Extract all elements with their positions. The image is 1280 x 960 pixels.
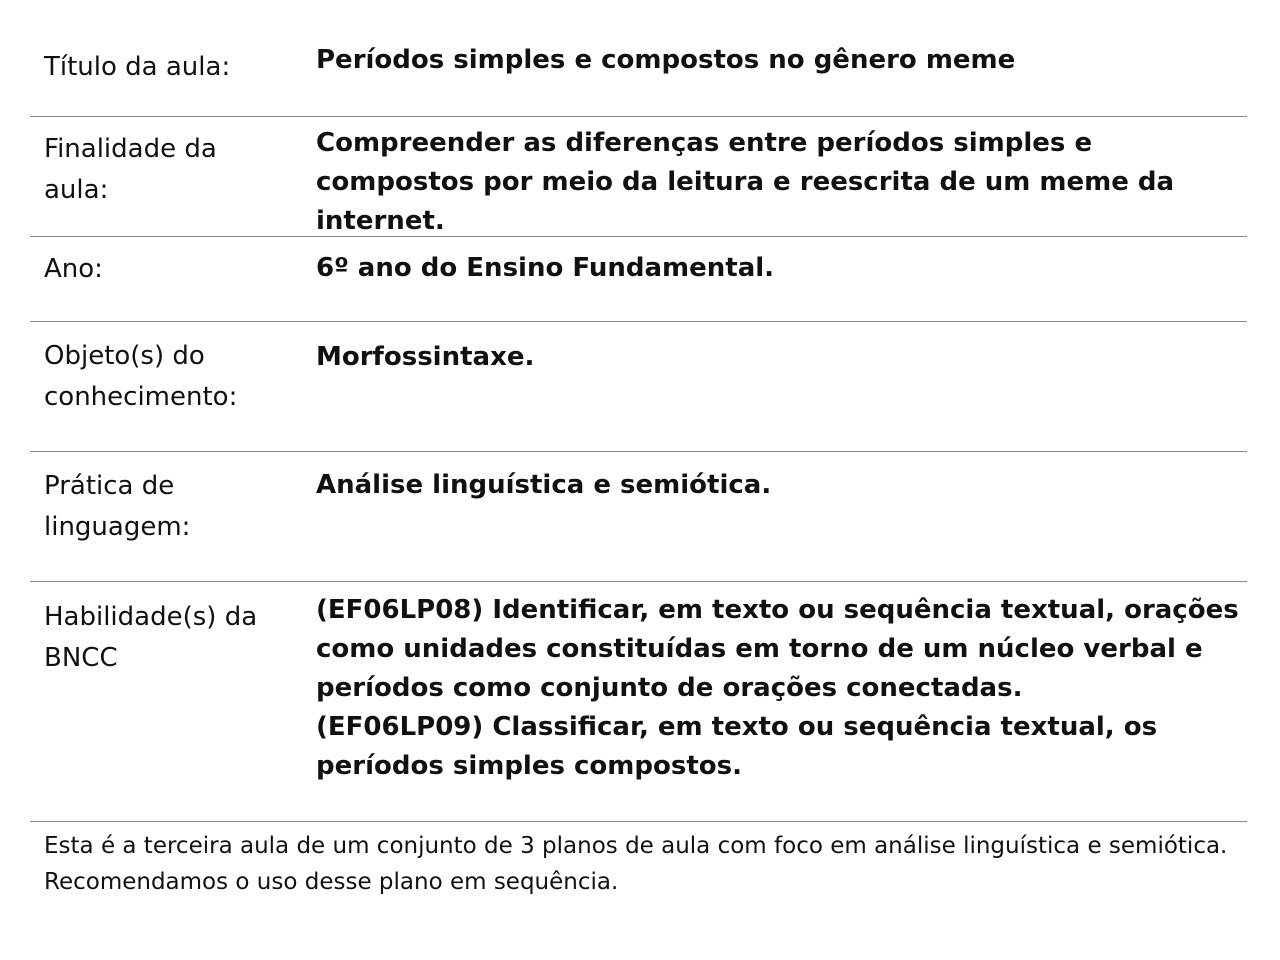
row-lesson-purpose xyxy=(30,117,1247,237)
lesson-title-value xyxy=(316,41,1241,80)
school-year-label: Ano: xyxy=(44,254,103,284)
row-language-practice xyxy=(30,452,1247,582)
row-bncc-skills xyxy=(30,582,1247,822)
lesson-title-text: Períodos simples e compostos no gênero meme xyxy=(316,45,1016,75)
knowledge-object-label: Objeto(s) do conhecimento: xyxy=(44,341,238,412)
knowledge-object-value xyxy=(316,338,1241,377)
language-practice-value xyxy=(316,466,1241,505)
lesson-title-label: Título da aula: xyxy=(44,52,231,82)
row-school-year xyxy=(30,237,1247,322)
bncc-skills-value xyxy=(316,591,1241,786)
footer-note-line-1: Esta é a terceira aula de um conjunto de 3 planos de aula com foco em análise linguística e semiótica. xyxy=(44,833,1228,859)
bncc-skills-label: Habilidade(s) da BNCC xyxy=(44,602,258,673)
row-lesson-title xyxy=(30,0,1247,117)
row-knowledge-object xyxy=(30,322,1247,452)
school-year-value xyxy=(316,249,1241,288)
bncc-skill-ef06lp08: (EF06LP08) Identificar, em texto ou sequência textual, orações como unidades constituídas em torno de um núcleo verbal e períodos como conjunto de orações conectadas. xyxy=(316,595,1239,703)
lesson-purpose-text: Compreender as diferenças entre períodos simples e compostos por meio da leitura e reescrita de um meme da internet. xyxy=(316,128,1175,236)
language-practice-label: Prática de linguagem: xyxy=(44,471,191,542)
lesson-plan-table xyxy=(30,0,1247,822)
language-practice-text: Análise linguística e semiótica. xyxy=(316,470,772,500)
school-year-text: 6º ano do Ensino Fundamental. xyxy=(316,253,775,283)
lesson-purpose-value xyxy=(316,124,1241,241)
footer-note xyxy=(44,828,1244,900)
footer-note-line-2: Recomendamos o uso desse plano em sequência. xyxy=(44,869,619,895)
bncc-skill-ef06lp09: (EF06LP09) Classificar, em texto ou sequência textual, os períodos simples compostos. xyxy=(316,712,1158,781)
lesson-purpose-label: Finalidade da aula: xyxy=(44,134,217,205)
knowledge-object-text: Morfossintaxe. xyxy=(316,342,535,372)
